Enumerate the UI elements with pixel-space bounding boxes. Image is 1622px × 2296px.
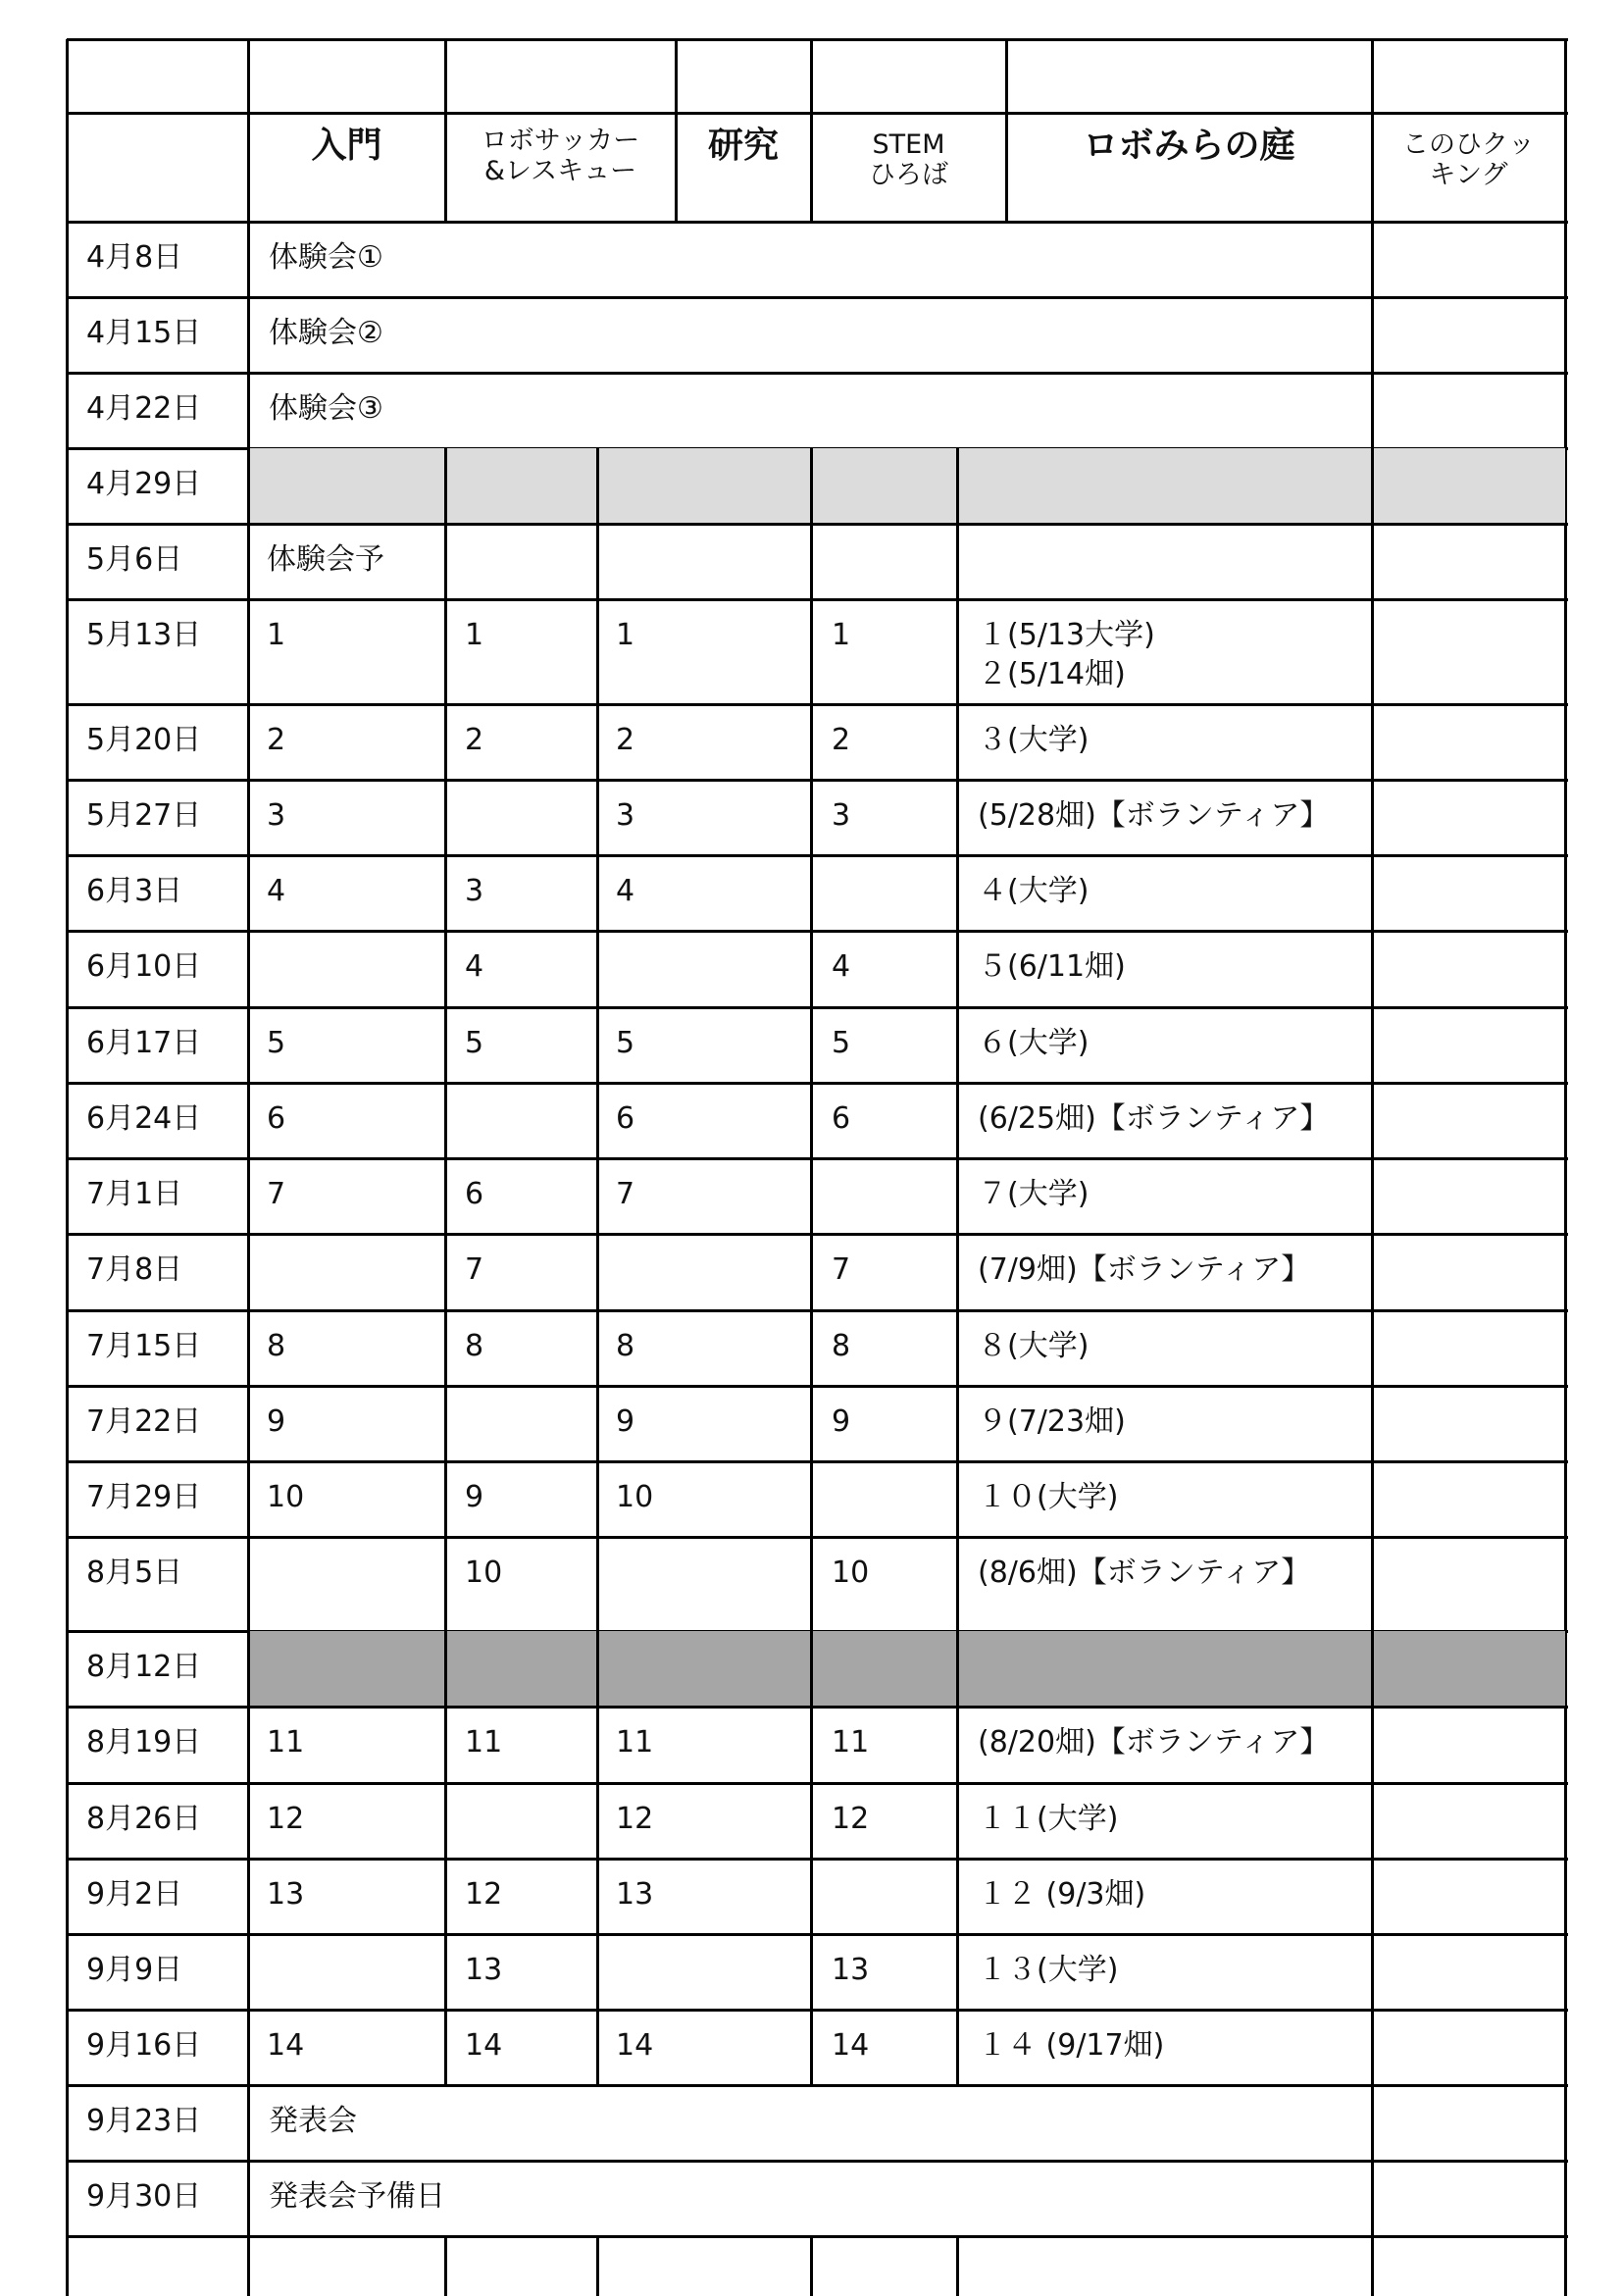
column-divider	[444, 1007, 447, 1085]
column-divider	[810, 855, 813, 933]
cooking-column-divider	[1371, 448, 1374, 526]
column-divider	[956, 931, 959, 1009]
column-divider	[956, 2010, 959, 2087]
cell-stem: 2	[832, 723, 851, 757]
row-date: 9月9日	[86, 1953, 183, 1987]
column-divider	[810, 780, 813, 857]
row-date: 6月3日	[86, 874, 183, 908]
column-divider	[444, 1859, 447, 1936]
column-divider	[810, 1234, 813, 1312]
cell-robomira: (7/9畑)【ボランティア】	[978, 1252, 1311, 1287]
table-right-border	[1564, 39, 1567, 2296]
row-bottom-line	[67, 372, 1568, 375]
row-date: 4月15日	[86, 316, 202, 350]
cell-robosoccer: 7	[465, 1252, 484, 1287]
column-divider	[1371, 2236, 1374, 2296]
row-date: 7月15日	[86, 1329, 202, 1363]
cell-kenkyu: 13	[616, 1877, 654, 1912]
event-label: 体験会②	[269, 316, 383, 350]
column-divider	[596, 855, 599, 933]
column-divider	[444, 1310, 447, 1388]
column-header-kenkyu: 研究	[707, 126, 779, 166]
column-divider	[956, 1537, 959, 1633]
cooking-column-divider	[1371, 297, 1374, 375]
row-bottom-line	[67, 1858, 1568, 1861]
date-column-divider	[247, 373, 250, 450]
cell-stem: 6	[832, 1101, 851, 1136]
column-divider	[444, 704, 447, 782]
cooking-column-divider	[1371, 704, 1374, 782]
column-divider	[596, 1537, 599, 1633]
column-divider	[956, 1859, 959, 1936]
column-divider	[596, 524, 599, 601]
cell-robosoccer: 12	[465, 1877, 503, 1912]
column-divider	[444, 599, 447, 706]
column-divider	[810, 1859, 813, 1936]
cell-nyumon: 7	[267, 1177, 286, 1211]
date-column-divider	[247, 524, 250, 601]
date-column-divider	[247, 704, 250, 782]
cell-robomira: １１(大学)	[978, 1802, 1119, 1836]
cell-nyumon: 10	[267, 1480, 305, 1514]
cooking-column-divider	[1371, 1083, 1374, 1160]
cooking-column-divider	[1371, 1707, 1374, 1785]
cell-stem: 3	[832, 798, 851, 833]
column-divider	[810, 1158, 813, 1236]
column-divider	[810, 1083, 813, 1160]
date-column-divider	[247, 1859, 250, 1936]
column-divider	[444, 1158, 447, 1236]
cell-stem: 1	[832, 618, 851, 652]
column-divider	[596, 704, 599, 782]
date-column-divider	[247, 2085, 250, 2163]
column-divider	[810, 1783, 813, 1861]
cell-kenkyu: 14	[616, 2028, 654, 2063]
date-column-divider	[247, 1007, 250, 1085]
column-divider	[810, 1310, 813, 1388]
row-bottom-line	[67, 1385, 1568, 1388]
table-top-border	[67, 38, 1568, 41]
cell-kenkyu: 10	[616, 1480, 654, 1514]
column-divider	[810, 599, 813, 706]
column-divider	[444, 2010, 447, 2087]
cell-robomira: １４ (9/17畑)	[978, 2028, 1165, 2063]
column-divider	[956, 780, 959, 857]
column-divider	[596, 1783, 599, 1861]
cell-robosoccer: 11	[465, 1725, 503, 1760]
cooking-column-divider	[1371, 1310, 1374, 1388]
cooking-column-divider	[1371, 855, 1374, 933]
cell-stem: 4	[832, 949, 851, 984]
row-bottom-line	[67, 854, 1568, 857]
row-date: 6月10日	[86, 949, 202, 984]
column-divider	[444, 780, 447, 857]
column-divider	[956, 599, 959, 706]
row-date: 8月12日	[86, 1650, 202, 1684]
cell-robosoccer: 6	[465, 1177, 484, 1211]
row-date: 5月6日	[86, 542, 183, 577]
cell-robomira: ８(大学)	[978, 1329, 1090, 1363]
cell-kenkyu: 7	[616, 1177, 635, 1211]
cell-stem: 11	[832, 1725, 870, 1760]
cell-robomira: ６(大学)	[978, 1026, 1090, 1060]
cooking-column-divider	[1371, 931, 1374, 1009]
cell-stem: 5	[832, 1026, 851, 1060]
date-column-divider	[247, 1461, 250, 1539]
column-divider	[444, 1707, 447, 1785]
cooking-column-divider	[1371, 1631, 1374, 1709]
row-bottom-line	[67, 1706, 1568, 1709]
column-header-robomira: ロボみらの庭	[1083, 126, 1295, 166]
cell-nyumon: 14	[267, 2028, 305, 2063]
column-divider	[810, 524, 813, 601]
row-date: 7月29日	[86, 1480, 202, 1514]
row-date: 8月5日	[86, 1556, 183, 1590]
date-column-divider	[247, 1310, 250, 1388]
column-divider	[444, 1783, 447, 1861]
cell-nyumon: 9	[267, 1404, 286, 1439]
column-divider	[810, 1707, 813, 1785]
column-divider	[810, 1537, 813, 1633]
column-divider	[810, 1631, 813, 1709]
date-column-divider	[247, 599, 250, 706]
cell-stem: 9	[832, 1404, 851, 1439]
date-column-divider	[247, 222, 250, 299]
column-divider	[444, 855, 447, 933]
date-column-divider	[247, 1537, 250, 1633]
cell-kenkyu: 2	[616, 723, 635, 757]
date-column-divider	[247, 1631, 250, 1709]
row-date: 9月30日	[86, 2179, 202, 2214]
cell-kenkyu: 3	[616, 798, 635, 833]
cell-kenkyu: 1	[616, 618, 635, 652]
column-divider	[444, 931, 447, 1009]
row-date: 4月22日	[86, 391, 202, 426]
cell-nyumon: 12	[267, 1802, 305, 1836]
date-column-divider	[247, 1934, 250, 2012]
column-divider	[596, 448, 599, 526]
cell-kenkyu: 8	[616, 1329, 635, 1363]
cell-nyumon: 4	[267, 874, 286, 908]
date-column-divider	[247, 1707, 250, 1785]
row-date: 7月1日	[86, 1177, 183, 1211]
cell-robomira: (8/6畑)【ボランティア】	[978, 1556, 1311, 1590]
column-divider	[596, 1631, 599, 1709]
column-header-nyumon: 入門	[311, 126, 382, 166]
row-date: 5月20日	[86, 723, 202, 757]
row-date: 8月26日	[86, 1802, 202, 1836]
cooking-column-divider	[1371, 2161, 1374, 2238]
column-divider	[596, 931, 599, 1009]
cell-kenkyu: 6	[616, 1101, 635, 1136]
column-header-robosoccer: ロボサッカー &レスキュー	[481, 126, 640, 186]
cell-robomira: ７(大学)	[978, 1177, 1090, 1211]
column-divider	[596, 1158, 599, 1236]
column-divider	[810, 704, 813, 782]
cooking-column-divider	[1371, 2010, 1374, 2087]
row-bottom-line	[67, 1536, 1568, 1539]
column-divider	[956, 448, 959, 526]
cell-robomira: １３(大学)	[978, 1953, 1119, 1987]
column-divider	[444, 1934, 447, 2012]
cooking-column-divider	[1371, 1234, 1374, 1312]
row-bottom-line	[67, 1933, 1568, 1936]
column-divider	[956, 1934, 959, 2012]
cell-kenkyu: 11	[616, 1725, 654, 1760]
column-divider	[596, 1083, 599, 1160]
row-bottom-line	[67, 2160, 1568, 2163]
event-label: 発表会予備日	[269, 2179, 445, 2214]
row-date: 7月8日	[86, 1252, 183, 1287]
cooking-column-divider	[1371, 524, 1374, 601]
column-divider	[810, 2236, 813, 2296]
column-divider	[956, 1310, 959, 1388]
date-column-divider	[247, 931, 250, 1009]
column-divider	[956, 2236, 959, 2296]
column-divider	[444, 2236, 447, 2296]
cell-nyumon: 8	[267, 1329, 286, 1363]
cell-stem: 10	[832, 1556, 870, 1590]
date-column-divider	[247, 855, 250, 933]
column-divider	[444, 1234, 447, 1312]
cooking-column-divider	[1371, 1007, 1374, 1085]
cell-robomira: １０(大学)	[978, 1480, 1119, 1514]
row-date: 9月23日	[86, 2104, 202, 2138]
cell-nyumon: 11	[267, 1725, 305, 1760]
row-bottom-line	[67, 2235, 1568, 2238]
column-divider	[596, 780, 599, 857]
cooking-column-divider	[1371, 1461, 1374, 1539]
column-divider	[810, 1386, 813, 1463]
date-column-divider	[247, 2161, 250, 2238]
row-bottom-line	[67, 930, 1568, 933]
column-divider	[956, 1083, 959, 1160]
row-bottom-line	[67, 1782, 1568, 1785]
cell-robomira: (8/20畑)【ボランティア】	[978, 1725, 1330, 1760]
row-date: 4月29日	[86, 467, 202, 501]
cell-stem: 12	[832, 1802, 870, 1836]
column-divider	[596, 2236, 599, 2296]
column-divider	[810, 1934, 813, 2012]
column-divider	[810, 2010, 813, 2087]
cooking-column-divider	[1371, 1934, 1374, 2012]
column-divider	[810, 1461, 813, 1539]
date-column-divider	[247, 448, 250, 526]
cooking-column-divider	[1371, 599, 1374, 706]
cell-robosoccer: 4	[465, 949, 484, 984]
row-bottom-line	[67, 779, 1568, 782]
cooking-column-divider	[1371, 373, 1374, 450]
cell-robomira: (5/28畑)【ボランティア】	[978, 798, 1330, 833]
column-divider	[596, 2010, 599, 2087]
row-date: 5月27日	[86, 798, 202, 833]
column-divider	[444, 1386, 447, 1463]
column-divider	[810, 931, 813, 1009]
column-divider	[956, 855, 959, 933]
cell-robosoccer: 14	[465, 2028, 503, 2063]
cell-robomira: １(5/13大学) ２(5/14畑)	[978, 618, 1155, 691]
cell-nyumon: 体験会予	[267, 542, 384, 577]
column-divider	[444, 1631, 447, 1709]
header-divider-line	[67, 112, 1568, 115]
date-column-divider	[247, 780, 250, 857]
row-bottom-line	[67, 1309, 1568, 1312]
cooking-column-divider	[1371, 2085, 1374, 2163]
event-label: 体験会①	[269, 240, 383, 275]
cell-kenkyu: 5	[616, 1026, 635, 1060]
cell-stem: 8	[832, 1329, 851, 1363]
date-column-divider	[247, 1234, 250, 1312]
cell-nyumon: 5	[267, 1026, 286, 1060]
cell-nyumon: 13	[267, 1877, 305, 1912]
column-divider	[596, 1707, 599, 1785]
column-divider	[596, 1934, 599, 2012]
column-divider	[444, 1083, 447, 1160]
cell-nyumon: 1	[267, 618, 286, 652]
column-divider	[596, 1461, 599, 1539]
cell-robosoccer: 13	[465, 1953, 503, 1987]
row-bottom-line	[67, 296, 1568, 299]
cell-nyumon: 6	[267, 1101, 286, 1136]
column-divider	[444, 1537, 447, 1633]
cell-stem: 13	[832, 1953, 870, 1987]
row-bottom-line	[67, 2009, 1568, 2012]
cooking-column-divider	[1371, 1386, 1374, 1463]
row-bottom-line	[67, 1460, 1568, 1463]
cell-robomira: ５(6/11畑)	[978, 949, 1126, 984]
column-divider	[596, 1007, 599, 1085]
cell-robomira: １２ (9/3畑)	[978, 1877, 1146, 1912]
cell-robosoccer: 5	[465, 1026, 484, 1060]
cell-robomira: (6/25畑)【ボランティア】	[978, 1101, 1330, 1136]
column-header-cooking: このひクッ キング	[1402, 129, 1535, 190]
column-divider	[596, 1234, 599, 1312]
column-divider	[956, 704, 959, 782]
row-date: 6月24日	[86, 1101, 202, 1136]
row-date: 5月13日	[86, 618, 202, 652]
column-divider	[247, 2236, 250, 2296]
column-divider	[596, 1310, 599, 1388]
table-left-border	[66, 39, 69, 2296]
cell-kenkyu: 12	[616, 1802, 654, 1836]
date-column-divider	[247, 1083, 250, 1160]
cell-nyumon: 2	[267, 723, 286, 757]
row-bottom-line	[67, 1233, 1568, 1236]
row-bottom-line	[67, 1006, 1568, 1009]
date-column-divider	[247, 1158, 250, 1236]
cell-robosoccer: 8	[465, 1329, 484, 1363]
column-divider	[956, 524, 959, 601]
row-bottom-line	[67, 523, 1568, 526]
header-bottom-line	[67, 221, 1568, 224]
row-bottom-line	[67, 2084, 1568, 2087]
cell-stem: 14	[832, 2028, 870, 2063]
column-divider	[810, 448, 813, 526]
column-divider	[810, 1007, 813, 1085]
event-label: 体験会③	[269, 391, 383, 426]
column-header-stem: STEM ひろば	[869, 129, 948, 190]
row-bottom-line	[67, 598, 1568, 601]
cooking-column-divider	[1371, 1783, 1374, 1861]
column-divider	[444, 448, 447, 526]
date-column-divider	[247, 1386, 250, 1463]
cell-robosoccer: 3	[465, 874, 484, 908]
column-divider	[444, 1461, 447, 1539]
cooking-column-divider	[1371, 1859, 1374, 1936]
column-divider	[956, 1158, 959, 1236]
cell-robosoccer: 10	[465, 1556, 503, 1590]
event-label: 発表会	[269, 2104, 357, 2138]
column-divider	[956, 1707, 959, 1785]
cell-robosoccer: 9	[465, 1480, 484, 1514]
column-divider	[596, 1386, 599, 1463]
row-date: 9月16日	[86, 2028, 202, 2063]
row-date: 7月22日	[86, 1404, 202, 1439]
cell-robomira: ３(大学)	[978, 723, 1090, 757]
row-date: 9月2日	[86, 1877, 183, 1912]
column-divider	[956, 1783, 959, 1861]
date-column-divider	[247, 297, 250, 375]
cooking-column-divider	[1371, 222, 1374, 299]
cell-robosoccer: 2	[465, 723, 484, 757]
column-divider	[956, 1234, 959, 1312]
cell-stem: 7	[832, 1252, 851, 1287]
cell-kenkyu: 9	[616, 1404, 635, 1439]
cell-kenkyu: 4	[616, 874, 635, 908]
row-bottom-line	[67, 1082, 1568, 1085]
cell-robosoccer: 1	[465, 618, 484, 652]
date-column-divider	[247, 2010, 250, 2087]
column-divider	[956, 1007, 959, 1085]
column-divider	[956, 1386, 959, 1463]
row-date: 8月19日	[86, 1725, 202, 1760]
column-divider	[444, 524, 447, 601]
column-divider	[956, 1461, 959, 1539]
cell-nyumon: 3	[267, 798, 286, 833]
row-bottom-line	[67, 703, 1568, 706]
cell-robomira: ９(7/23畑)	[978, 1404, 1126, 1439]
cell-robomira: ４(大学)	[978, 874, 1090, 908]
cooking-column-divider	[1371, 1537, 1374, 1633]
column-divider	[956, 1631, 959, 1709]
cooking-column-divider	[1371, 780, 1374, 857]
cooking-column-divider	[1371, 1158, 1374, 1236]
date-column-divider	[247, 1783, 250, 1861]
column-divider	[596, 599, 599, 706]
row-date: 6月17日	[86, 1026, 202, 1060]
row-date: 4月8日	[86, 240, 183, 275]
column-divider	[596, 1859, 599, 1936]
row-bottom-line	[67, 1157, 1568, 1160]
